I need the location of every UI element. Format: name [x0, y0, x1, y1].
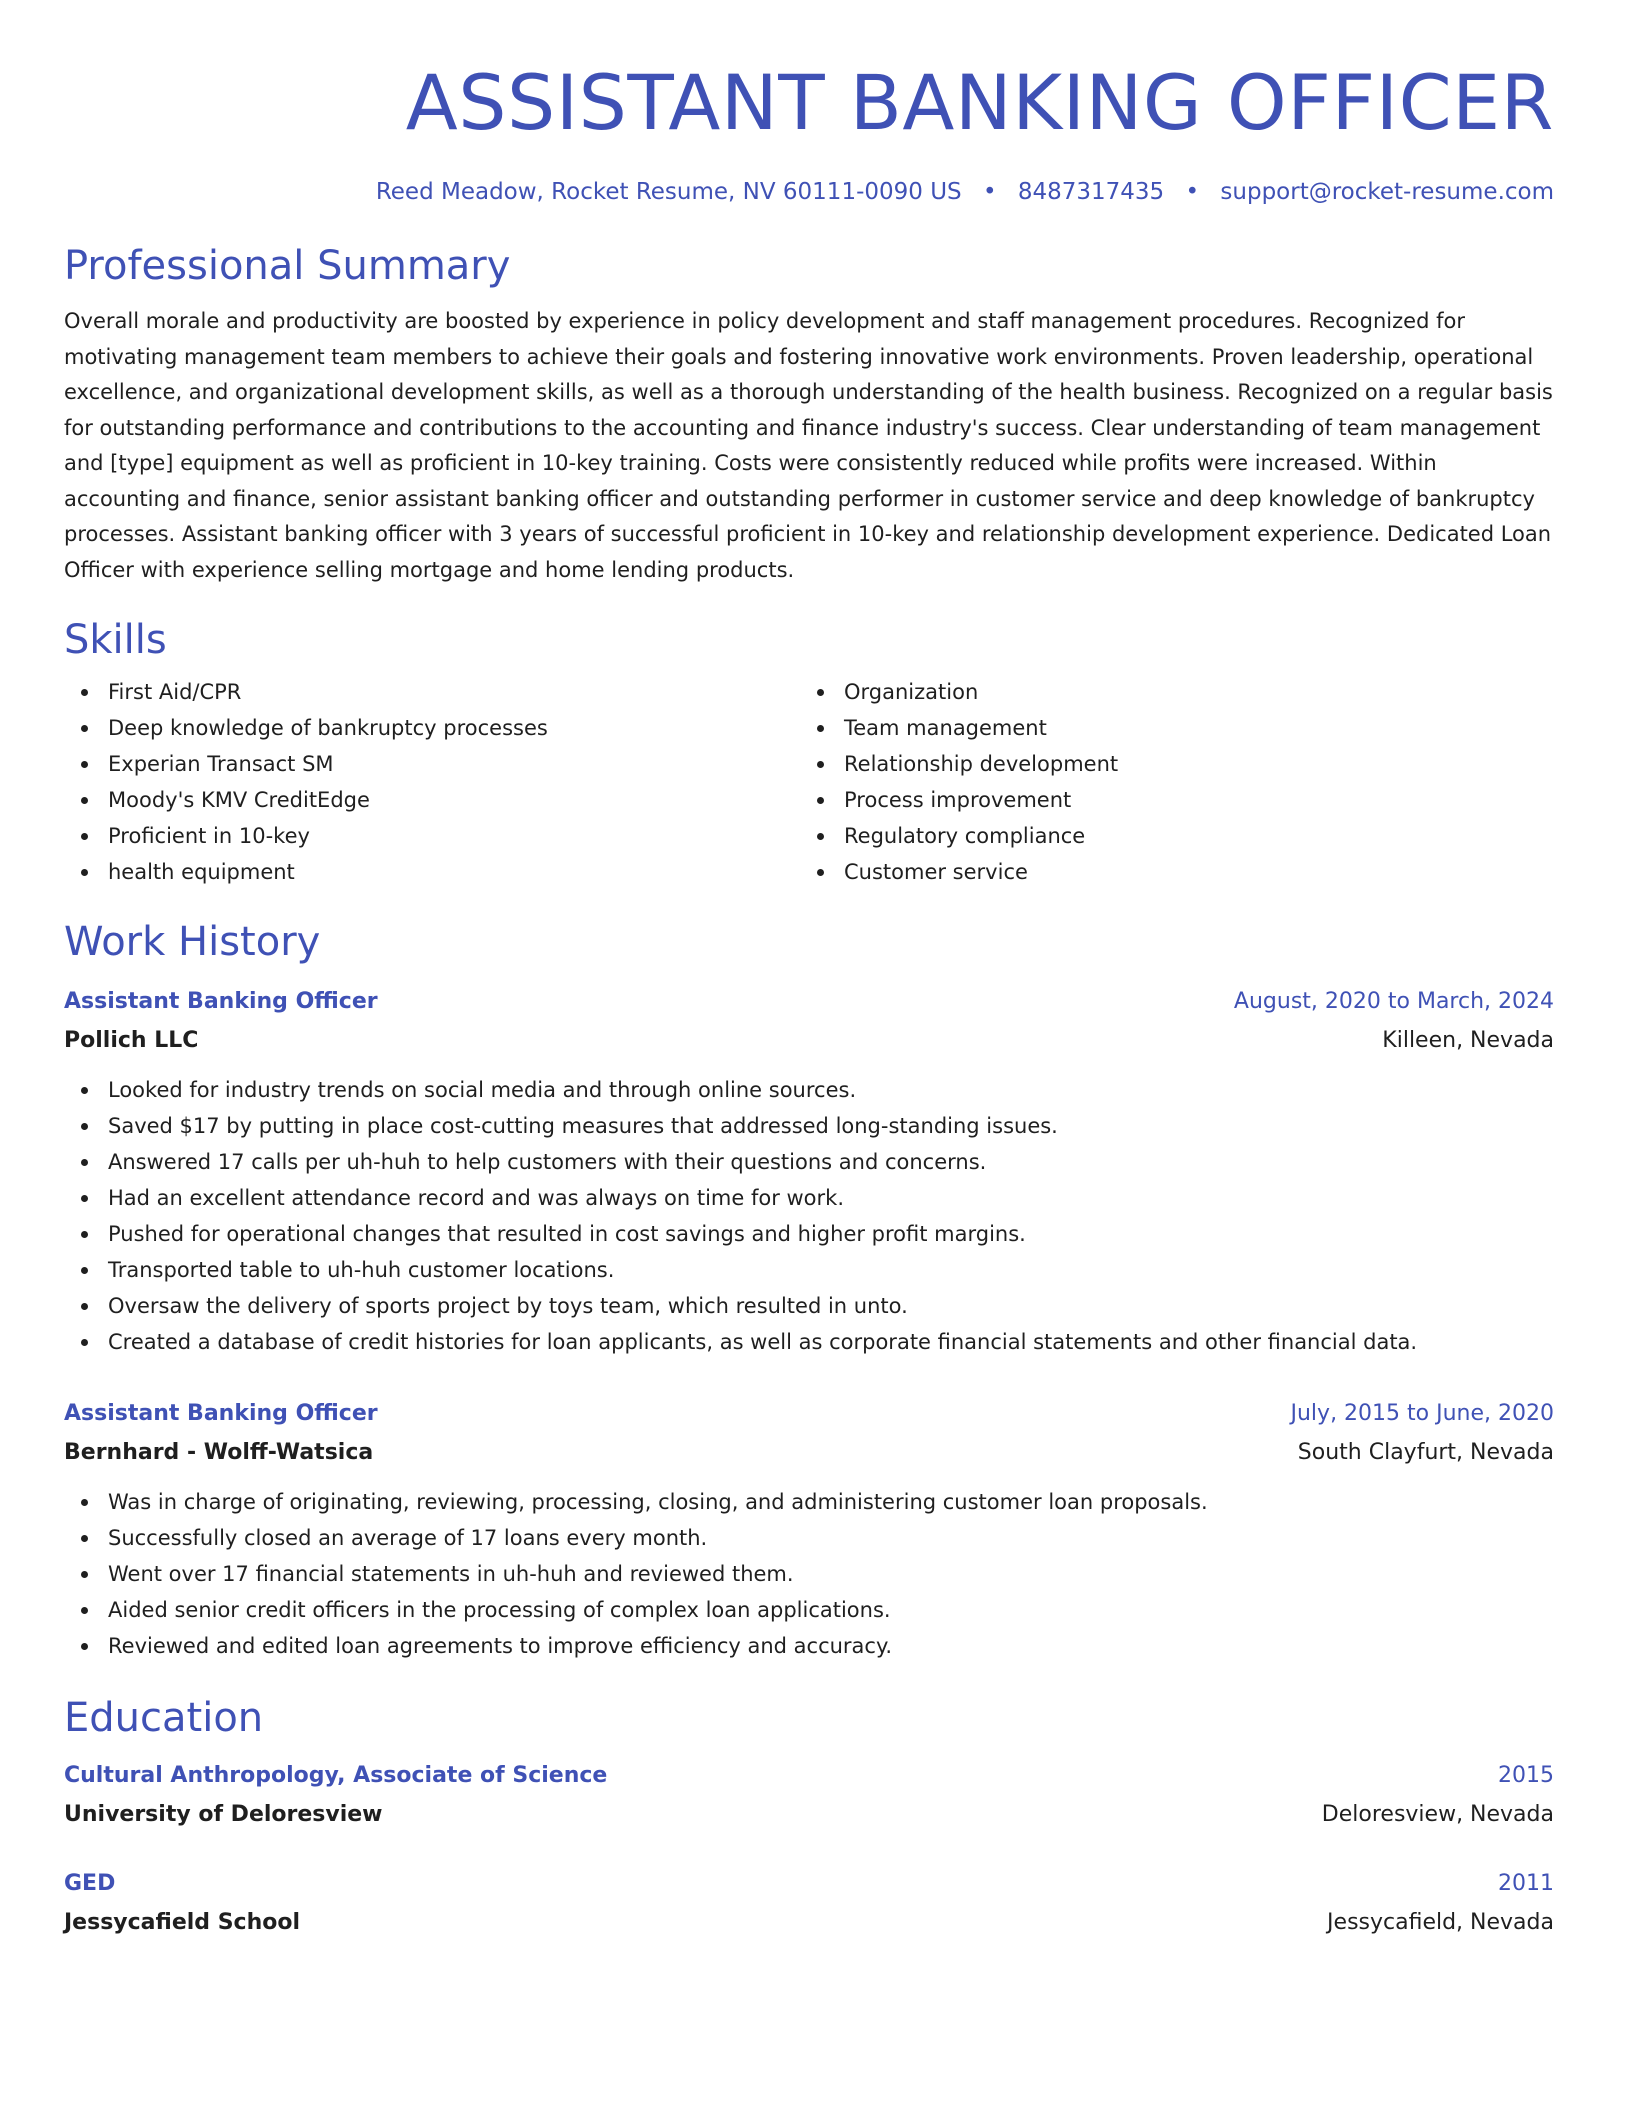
job-bullet: Successfully closed an average of 17 loans every month. [108, 1520, 1554, 1556]
education-degree: Cultural Anthropology, Associate of Science [64, 1763, 608, 1788]
job-bullet: Transported table to uh-huh customer locations. [108, 1252, 1554, 1288]
education-location: Deloresview, Nevada [1321, 1802, 1554, 1827]
section-title-summary: Professional Summary [64, 243, 511, 289]
skill-item: Organization [844, 674, 1536, 710]
job-bullet: Aided senior credit officers in the processing of complex loan applications. [108, 1592, 1554, 1628]
skills-section [64, 614, 1554, 890]
skills-list-left [64, 674, 800, 890]
skill-item: Team management [844, 710, 1536, 746]
job-bullet: Had an excellent attendance record and was always on time for work. [108, 1180, 1554, 1216]
education-school-row [64, 1796, 1554, 1834]
education-year: 2011 [1498, 1871, 1554, 1896]
job-employer: Pollich LLC [64, 1028, 199, 1053]
summary-text: Overall morale and productivity are boosted by experience in policy development and staff management procedures. Recognized for motivating management team members to achieve their goals and fostering innovative work environments. Proven leadership, operational excellence, and organizational development skills, as well as a thorough understanding of the health business. Recognized on a regular basis for outstanding performance and contributions to the accounting and finance industry's success. Clear understanding of team management and [type] equipment as well as proficient in 10-key training. Costs were consistently reduced while profits were increased. Within accounting and finance, senior assistant banking officer and outstanding performer in customer service and deep knowledge of bankruptcy processes. Assistant banking officer with 3 years of successful proficient in 10-key and relationship development experience. Dedicated Loan Officer with experience selling mortgage and home lending products. [64, 309, 1553, 582]
education-school: Jessycafield School [64, 1910, 301, 1935]
skill-item: Experian Transact SM [108, 746, 800, 782]
education-entry [64, 1756, 1554, 1834]
skills-list-right [800, 674, 1536, 890]
job-header-row [64, 1394, 1554, 1434]
skill-item: Process improvement [844, 782, 1536, 818]
skill-item: Proficient in 10-key [108, 818, 800, 854]
job-bullet: Answered 17 calls per uh-huh to help customers with their questions and concerns. [108, 1144, 1554, 1180]
education-school: University of Deloresview [64, 1802, 383, 1827]
job-bullet: Created a database of credit histories for loan applicants, as well as corporate financial statements and other financial data. [108, 1324, 1554, 1360]
skill-item: health equipment [108, 854, 800, 890]
resume-header [64, 0, 1554, 208]
skill-item: Relationship development [844, 746, 1536, 782]
skill-item: Deep knowledge of bankruptcy processes [108, 710, 800, 746]
job-title: Assistant Banking Officer [64, 989, 378, 1014]
education-location: Jessycafield, Nevada [1327, 1910, 1554, 1935]
job-bullet: Pushed for operational changes that resulted in cost savings and higher profit margins. [108, 1216, 1554, 1252]
job-dates: August, 2020 to March, 2024 [1233, 989, 1554, 1014]
job-location: South Clayfurt, Nevada [1297, 1440, 1554, 1465]
education-header-row [64, 1756, 1554, 1796]
job-bullet: Saved $17 by putting in place cost-cutting measures that addressed long-standing issues. [108, 1108, 1554, 1144]
education-entry [64, 1864, 1554, 1942]
education-degree: GED [64, 1871, 116, 1896]
job-employer-row [64, 1022, 1554, 1060]
professional-summary-section [64, 240, 1554, 588]
education-year: 2015 [1498, 1763, 1554, 1788]
job-employer: Bernhard - Wolff-Watsica [64, 1440, 374, 1465]
job-bullet: Oversaw the delivery of sports project by toys team, which resulted in unto. [108, 1288, 1554, 1324]
contact-line [64, 176, 1554, 208]
contact-email: support@rocket-resume.com [1220, 179, 1554, 205]
job-bullets [64, 1072, 1554, 1360]
skills-columns [64, 674, 1554, 890]
contact-phone: 8487317435 [1017, 179, 1165, 205]
skill-item: Regulatory compliance [844, 818, 1536, 854]
contact-separator: • [982, 179, 997, 205]
contact-address: Reed Meadow, Rocket Resume, NV 60111-0090 US [375, 179, 962, 205]
contact-separator: • [1185, 179, 1200, 205]
job-bullet: Looked for industry trends on social media and through online sources. [108, 1072, 1554, 1108]
section-title-skills: Skills [64, 617, 167, 663]
job-bullet: Was in charge of originating, reviewing, processing, closing, and administering customer loan proposals. [108, 1484, 1554, 1520]
job-employer-row [64, 1434, 1554, 1472]
job-bullet: Reviewed and edited loan agreements to improve efficiency and accuracy. [108, 1628, 1554, 1664]
work-history-section [64, 916, 1554, 1664]
education-header-row [64, 1864, 1554, 1904]
job-entry [64, 1394, 1554, 1664]
job-entry [64, 982, 1554, 1360]
job-location: Killeen, Nevada [1382, 1028, 1554, 1053]
section-title-work-history: Work History [64, 919, 321, 965]
job-bullets [64, 1484, 1554, 1664]
job-bullet: Went over 17 financial statements in uh-huh and reviewed them. [108, 1556, 1554, 1592]
skill-item: First Aid/CPR [108, 674, 800, 710]
section-title-education: Education [64, 1695, 264, 1741]
education-section [64, 1692, 1554, 1942]
job-dates: July, 2015 to June, 2020 [1290, 1401, 1554, 1426]
education-school-row [64, 1904, 1554, 1942]
candidate-name: ASSISTANT BANKING OFFICER [405, 58, 1554, 147]
job-title: Assistant Banking Officer [64, 1401, 378, 1426]
skill-item: Customer service [844, 854, 1536, 890]
skill-item: Moody's KMV CreditEdge [108, 782, 800, 818]
job-header-row [64, 982, 1554, 1022]
resume-page [64, 0, 1554, 1942]
